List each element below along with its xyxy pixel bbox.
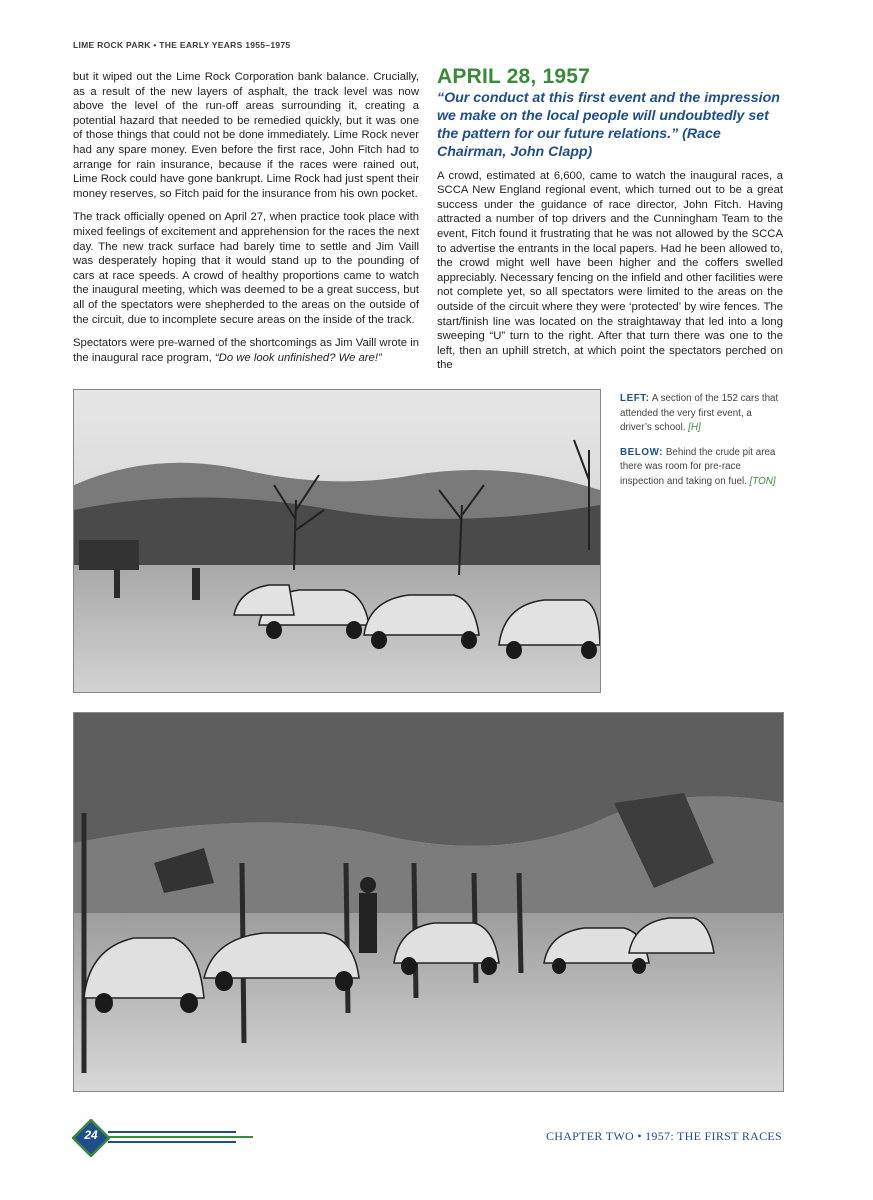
paragraph-text: Spectators were pre-warned of the shortcomings as Jim Vaill wrote in the inaugural race program, <box>73 337 419 364</box>
caption-label: LEFT: <box>620 393 650 404</box>
program-quote: “Do we look unfinished? We are!” <box>214 351 382 364</box>
body-paragraph: The track officially opened on April 27, when practice took place with mixed feelings of excitement and apprehension for the races the next day. The new track surface had barely time to settle and Jim Vaill was desperately hoping that it would stand up to the pounding of cars at race speeds. A crowd of healthy proportions came to watch the inaugural meeting, which was deemed to be a great success, but all of the spectators were shepherded to the areas on the outside of the circuit, due to incomplete secure areas on the inside of the track. <box>73 211 419 326</box>
section-heading: APRIL 28, 1957 <box>437 65 590 88</box>
page-number: 24 <box>84 1128 98 1142</box>
photo-credit: [TON] <box>749 475 776 487</box>
body-paragraph <box>73 336 419 365</box>
right-column <box>437 65 783 382</box>
footer-rule <box>108 1141 236 1143</box>
photo-pit-area <box>73 712 784 1092</box>
running-head: LIME ROCK PARK • THE EARLY YEARS 1955–1975 <box>73 40 291 50</box>
left-column <box>73 70 419 374</box>
chapter-title: CHAPTER TWO • 1957: THE FIRST RACES <box>545 1129 782 1143</box>
caption-text: Behind the crude pit area there was room for pre-race inspection and taking on fuel. <box>620 446 776 487</box>
footer-rule <box>108 1136 253 1138</box>
body-paragraph: A crowd, estimated at 6,600, came to watch the inaugural races, a SCCA New England regional event, which turned out to be a great success under the guidance of race director, John Fitch. Having attracted a number of top drivers and the Cunningham Team to the event, Fitch found it frustrating that he was not allowed by the SCCA to advertise the entrants in the local papers. Had he been allowed to, the crowd might well have been higher and the coffers swelled appreciably. Necessary fencing on the infield and other facilities were not complete yet, so all spectators were limited to the areas on the outside of the circuit where they were ‘protected’ by wire fences. The start/finish line was located on the straightaway that led into a long sweeping “U” turn to the right. After that turn there was one to the left, then an uphill stretch, at which point the spectators perched on the <box>437 169 783 372</box>
pull-quote: “Our conduct at this first event and the impression we make on the local people will undoubtedly set the pattern for our future relations.” (Race Chairman, John Clapp) <box>437 89 780 160</box>
caption-label: BELOW: <box>620 446 664 458</box>
caption-below <box>620 446 785 490</box>
footer-rule <box>108 1131 236 1133</box>
caption-text: A section of the 152 cars that attended the very first event, a driver’s school. <box>620 393 779 433</box>
caption-left <box>620 392 785 436</box>
photo-driver-school-cars <box>73 389 601 693</box>
photo-captions <box>620 392 785 499</box>
body-paragraph: but it wiped out the Lime Rock Corporation bank balance. Crucially, as a result of the new layers of asphalt, the track level was now above the level of the run-off areas surrounding it, creating a potential hazard that needed to be remedied quickly, but it was one of those things that could not be done immediately. Lime Rock never had any spare money. Even before the first race, John Fitch had to arrange for rain insurance, because if the races were rained out, Lime Rock could have gone bankrupt. Lime Rock had just spent their money reserves, so Fitch paid for the insurance from his own pocket. <box>73 71 419 200</box>
photo-credit: [H] <box>688 422 701 433</box>
